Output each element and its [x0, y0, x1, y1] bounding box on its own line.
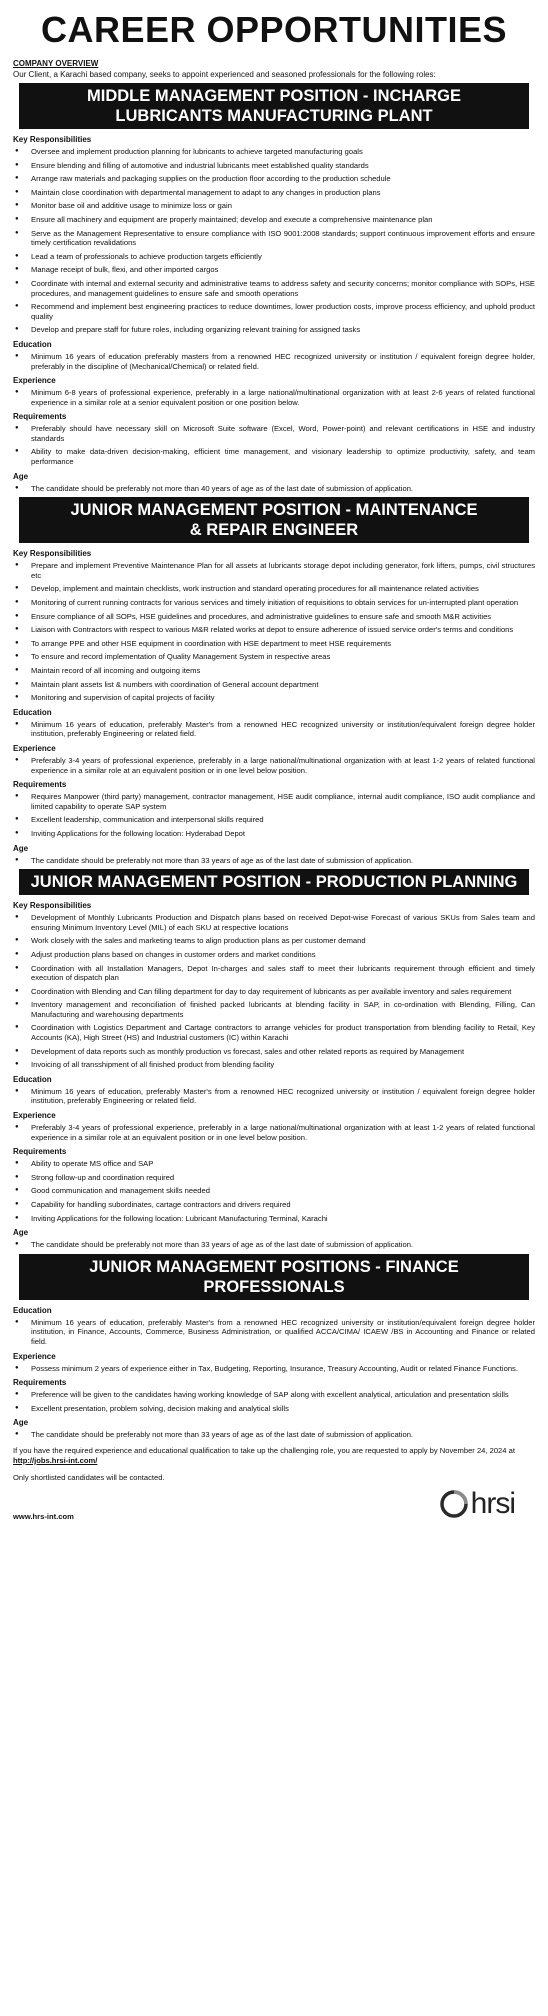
- section-heading: Experience: [13, 743, 56, 753]
- bullet-list: [13, 424, 535, 466]
- footer: [13, 1487, 535, 1527]
- bullet-item: ● The candidate should be preferably not more than 33 years of age as of the last date of submission of application.: [31, 856, 535, 866]
- position-title-banner: [19, 869, 529, 895]
- bullet-item: ● Manage receipt of bulk, flexi, and other imported cargos: [31, 265, 535, 275]
- bullet-item: ● Inviting Applications for the following location: Hyderabad Depot: [31, 829, 535, 839]
- bullet-list: [13, 1123, 535, 1142]
- section-heading: Key Responsibilities: [13, 549, 92, 559]
- bullet-item: ● Minimum 6-8 years of professional experience, preferably in a large national/multinational organization with at least 2-6 years of related functional experience in a similar role at a senior equivalent position or one position below.: [31, 388, 535, 407]
- position-title-line: JUNIOR MANAGEMENT POSITION - PRODUCTION PLANNING: [30, 873, 518, 892]
- bullet-list: [13, 561, 535, 703]
- section-heading: Requirements: [13, 412, 67, 422]
- website-text: www.hrs-int.com: [13, 1511, 74, 1521]
- bullet-list: [13, 792, 535, 838]
- bullet-item: ● Coordination with Blending and Can filling department for day to day requirement of lubricants as per available inventory and sales requirement: [31, 987, 535, 997]
- page-title: CAREER OPPORTUNITIES: [40, 9, 508, 50]
- closing-text: [13, 1446, 535, 1465]
- bullet-item: ● Minimum 16 years of education, preferably Master's from a renowned HEC recognized university or institution/equivalent foreign degree holder institution, in Finance, Accounts, Commerce, Business Administration, or qualified ACCA/CIMA/ ICAEW /BS in Accounting and Finance or related field.: [31, 1318, 535, 1347]
- bullet-list: [13, 1364, 535, 1374]
- bullet-item: ● Lead a team of professionals to achieve production targets efficiently: [31, 252, 535, 262]
- bullet-list: [13, 352, 535, 371]
- bullet-item: ● The candidate should be preferably not more than 33 years of age as of the last date of submission of application.: [31, 1430, 535, 1440]
- bullet-item: ● Possess minimum 2 years of experience either in Tax, Budgeting, Reporting, Insurance, Treasury Accounting, Audit or related Finance Functions.: [31, 1364, 535, 1374]
- bullet-item: ● Minimum 16 years of education, preferably Master's from a renowned HEC recognized university or institution / equivalent foreign degree holder institution, preferably Engineering or related field.: [31, 1087, 535, 1106]
- shortlist-note: Only shortlisted candidates will be contacted.: [13, 1473, 165, 1483]
- bullet-item: ● Ensure blending and filling of automotive and industrial lubricants meet established quality standards: [31, 161, 535, 171]
- hrsi-ring-logo-icon: [439, 1489, 469, 1519]
- bullet-list: [13, 1240, 535, 1250]
- bullet-item: ● Inventory management and reconciliation of finished packed lubricants at blending facility in SAP, in co-ordination with Blending, Filling, Can Manufacturing and warehousing departments: [31, 1000, 535, 1019]
- section-heading: Education: [13, 1305, 52, 1315]
- bullet-item: ● The candidate should be preferably not more than 33 years of age as of the last date of submission of application.: [31, 1240, 535, 1250]
- bullet-item: ● Adjust production plans based on changes in customer orders and market conditions: [31, 950, 535, 960]
- bullet-list: [13, 147, 535, 335]
- closing-message: If you have the required experience and educational qualification to take up the challenging role, you are requested to apply by November 24, 2024 at: [13, 1445, 515, 1455]
- section-heading: Education: [13, 339, 52, 349]
- positions-container: [13, 83, 535, 1440]
- bullet-list: [13, 756, 535, 775]
- bullet-item: ● Preference will be given to the candidates having working knowledge of SAP along with excellent analytical, articulation and presentation skills: [31, 1390, 535, 1400]
- bullet-item: ● Maintain plant assets list & numbers with coordination of General account department: [31, 680, 535, 690]
- bullet-list: [13, 484, 535, 494]
- bullet-item: ● Ensure all machinery and equipment are properly maintained; develop and execute a comprehensive maintenance plan: [31, 215, 535, 225]
- bullet-item: ● Strong follow-up and coordination required: [31, 1173, 535, 1183]
- bullet-item: ● Monitoring of current running contracts for various services and timely initiation of requisitions to obtain services for un-interrupted plant operation: [31, 598, 535, 608]
- bullet-list: [13, 720, 535, 739]
- bullet-item: ● Preferably should have necessary skill on Microsoft Suite software (Excel, Word, Power-point) and relevant certifications in HSE and industry standards: [31, 424, 535, 443]
- bullet-item: ● Excellent presentation, problem solving, decision making and analytical skills: [31, 1404, 535, 1414]
- bullet-item: ● Minimum 16 years of education preferably masters from a renowned HEC recognized university or institution / equivalent foreign degree holder, preferably in the discipline of (Mechanical/Chemical) or related field.: [31, 352, 535, 371]
- position-title-banner: [19, 83, 529, 129]
- bullet-item: ● Liaison with Contractors with respect to various M&R related works at depot to ensure adherence of issued service order's terms and conditions: [31, 625, 535, 635]
- bullet-item: ● To arrange PPE and other HSE equipment in coordination with HSE department to meet HSE requirements: [31, 639, 535, 649]
- bullet-list: [13, 913, 535, 1070]
- bullet-item: ● Coordination with all Installation Managers, Depot In-charges and sales staff to meet their lubricants requirement through efficient and timely execution of dispatch plan: [31, 964, 535, 983]
- bullet-item: ● Oversee and implement production planning for lubricants to achieve targeted manufacturing goals: [31, 147, 535, 157]
- section-heading: Experience: [13, 376, 56, 386]
- section-heading: Requirements: [13, 1378, 67, 1388]
- bullet-item: ● Prepare and implement Preventive Maintenance Plan for all assets at lubricants storage depot including generator, fork lifters, pumps, civil structures etc: [31, 561, 535, 580]
- section-heading: Experience: [13, 1111, 56, 1121]
- logo-wordmark: hrsi: [470, 1486, 515, 1520]
- bullet-list: [13, 1390, 535, 1413]
- bullet-item: ● Minimum 16 years of education, preferably Master's from a renowned HEC recognized university or institution/equivalent foreign degree holder institution, preferably Engineering or related field.: [31, 720, 535, 739]
- bullet-item: ● To ensure and record implementation of Quality Management System in respective areas: [31, 652, 535, 662]
- section-heading: Key Responsibilities: [13, 901, 92, 911]
- bullet-item: ● Good communication and management skills needed: [31, 1186, 535, 1196]
- bullet-item: ● Invoicing of all transshipment of all finished product from blending facility: [31, 1060, 535, 1070]
- bullet-item: ● Coordination with Logistics Department and Cartage contractors to arrange vehicles for product transportation from blending facility to Retail, Key Accounts (KA), High Street (HS) and Industrial customers (IC) within Karachi: [31, 1023, 535, 1042]
- section-heading: Experience: [13, 1351, 56, 1361]
- bullet-item: ● Coordinate with internal and external security and administrative teams to address safety and security concerns; monitor compliance with SOPs, HSE procedures, and management guidelines to ensure safe and smooth operations: [31, 279, 535, 298]
- section-heading: Requirements: [13, 780, 67, 790]
- section-heading: Age: [13, 843, 29, 853]
- bullet-item: ● Inviting Applications for the following location: Lubricant Manufacturing Terminal, Karachi: [31, 1214, 535, 1224]
- bullet-item: ● Development of data reports such as monthly production vs forecast, sales and other related reports as required by Management: [31, 1047, 535, 1057]
- position-title-banner: [19, 497, 529, 543]
- bullet-list: [13, 1159, 535, 1223]
- bullet-item: ● Maintain close coordination with departmental management to adapt to any changes in production plans: [31, 188, 535, 198]
- position-title-line: & REPAIR ENGINEER: [189, 521, 359, 540]
- position-title-line: JUNIOR MANAGEMENT POSITION - MAINTENANCE: [70, 501, 478, 520]
- bullet-list: [13, 1318, 535, 1347]
- bullet-item: ● Work closely with the sales and marketing teams to align production plans as per customer demand: [31, 936, 535, 946]
- section-heading: Requirements: [13, 1147, 67, 1157]
- bullet-item: ● Development of Monthly Lubricants Production and Dispatch plans based on received Depot-wise Forecast of various SKUs from Sales team and ensuring Minimum Inventory Level (MIL) of each SKU at respective locations: [31, 913, 535, 932]
- section-heading: Age: [13, 471, 29, 481]
- company-logo: [439, 1487, 515, 1521]
- section-heading: Key Responsibilities: [13, 135, 92, 144]
- apply-link[interactable]: http://jobs.hrsi-int.com/: [13, 1455, 98, 1465]
- bullet-list: [13, 1430, 535, 1440]
- bullet-item: ● Ability to make data-driven decision-making, efficient time management, and visionary leadership to optimize productivity, safety, and team performance: [31, 447, 535, 466]
- section-heading: Age: [13, 1228, 29, 1238]
- bullet-item: ● Develop, implement and maintain checklists, work instruction and standard operating procedures for all maintenance related activities: [31, 584, 535, 594]
- bullet-item: ● Ensure compliance of all SOPs, HSE guidelines and procedures, and administrative guidelines to ensure safe and smooth M&R activities: [31, 612, 535, 622]
- bullet-item: ● Monitoring and supervision of capital projects of facility: [31, 693, 535, 703]
- bullet-list: [13, 388, 535, 407]
- bullet-item: ● Arrange raw materials and packaging supplies on the production floor according to the production schedule: [31, 174, 535, 184]
- bullet-item: ● Ability to operate MS office and SAP: [31, 1159, 535, 1169]
- bullet-list: [13, 856, 535, 866]
- position-title-line: JUNIOR MANAGEMENT POSITIONS - FINANCE PROFESSIONALS: [89, 1257, 459, 1296]
- bullet-item: ● Serve as the Management Representative to ensure compliance with ISO 9001:2008 standards; support continuous improvement efforts and ensure timely certification revalidations: [31, 229, 535, 248]
- section-heading: Education: [13, 707, 52, 717]
- bullet-item: ● Capability for handling subordinates, cartage contractors and drivers required: [31, 1200, 535, 1210]
- section-heading: Education: [13, 1074, 52, 1084]
- bullet-item: ● Excellent leadership, communication and interpersonal skills required: [31, 815, 535, 825]
- position-title-banner: [19, 1254, 529, 1300]
- bullet-item: ● Preferably 3-4 years of professional experience, preferably in a large national/multinational organization with at least 1-2 years of related functional experience in a similar role at an equivalent position or in one level below position.: [31, 1123, 535, 1142]
- bullet-list: [13, 1087, 535, 1106]
- bullet-item: ● Requires Manpower (third party) management, contractor management, HSE audit compliance, internal audit compliance, ISO audit compliance and limited capability to operate SAP system: [31, 792, 535, 811]
- bullet-item: ● Develop and prepare staff for future roles, including organizing relevant training for assigned tasks: [31, 325, 535, 335]
- position-title-line: LUBRICANTS MANUFACTURING PLANT: [115, 107, 433, 125]
- bullet-item: ● Maintain record of all incoming and outgoing items: [31, 666, 535, 676]
- bullet-item: ● The candidate should be preferably not more than 40 years of age as of the last date of submission of application.: [31, 484, 535, 494]
- position-title-line: MIDDLE MANAGEMENT POSITION - INCHARGE: [87, 87, 461, 105]
- bullet-item: ● Monitor base oil and additive usage to minimize loss or gain: [31, 201, 535, 211]
- bullet-item: ● Recommend and implement best engineering practices to reduce downtimes, lower production costs, improve process efficiency, and uphold product quality: [31, 302, 535, 321]
- section-heading: Age: [13, 1418, 29, 1428]
- company-overview-heading: COMPANY OVERVIEW: [13, 59, 99, 68]
- company-overview-text: Our Client, a Karachi based company, seeks to appoint experienced and seasoned professionals for the following roles:: [13, 70, 436, 79]
- bullet-item: ● Preferably 3-4 years of professional experience, preferably in a large national/multinational organization with at least 1-2 years of related functional experience in a similar role at an equivalent position or in one level below position.: [31, 756, 535, 775]
